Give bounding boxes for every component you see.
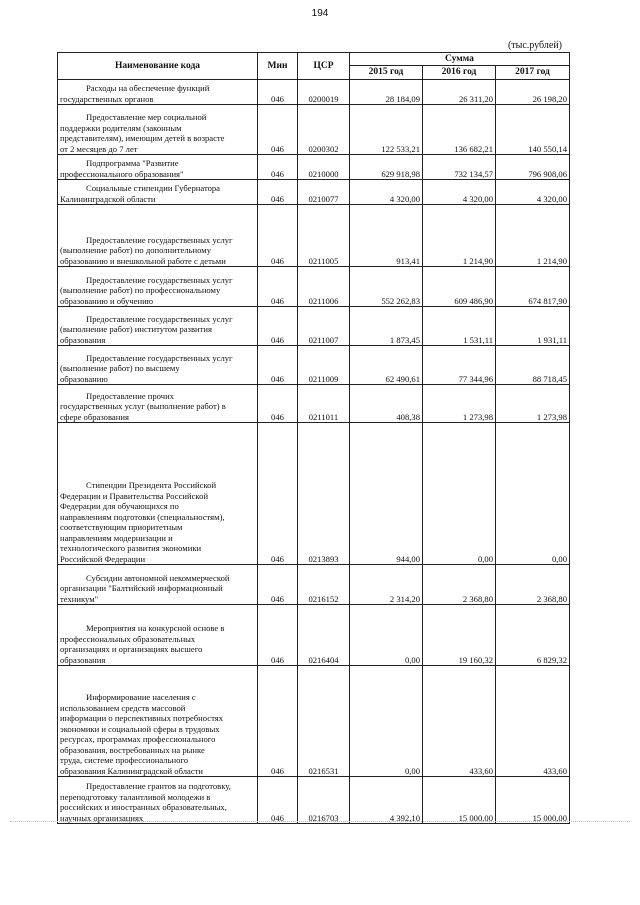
row-value-2015: 2 314,20 bbox=[350, 565, 423, 605]
row-name-text: Предоставление государственных услуг (выполнение работ) по высшему образованию bbox=[60, 352, 233, 384]
row-name bbox=[58, 565, 258, 605]
row-value-2016: 26 311,20 bbox=[423, 80, 496, 105]
row-value-2017: 1 214,90 bbox=[496, 205, 570, 267]
table-row bbox=[58, 565, 570, 605]
row-csr: 0200302 bbox=[298, 105, 350, 155]
row-min: 046 bbox=[258, 80, 298, 105]
row-value-2016: 1 214,90 bbox=[423, 205, 496, 267]
row-value-2017: 796 908,06 bbox=[496, 155, 570, 180]
row-csr: 0216152 bbox=[298, 565, 350, 605]
row-value-2017: 6 829,32 bbox=[496, 605, 570, 666]
header-year-2017: 2017 год bbox=[496, 66, 570, 80]
row-name bbox=[58, 205, 258, 267]
row-csr: 0211006 bbox=[298, 267, 350, 307]
row-min: 046 bbox=[258, 267, 298, 307]
table-row bbox=[58, 385, 570, 423]
scan-edge-line bbox=[10, 821, 630, 822]
row-value-2016: 1 531,11 bbox=[423, 307, 496, 346]
row-value-2017: 15 000,00 bbox=[496, 777, 570, 824]
header-min: Мин bbox=[258, 53, 298, 80]
row-min: 046 bbox=[258, 777, 298, 824]
row-name bbox=[58, 80, 258, 105]
row-min: 046 bbox=[258, 205, 298, 267]
row-name bbox=[58, 605, 258, 666]
table-row bbox=[58, 666, 570, 777]
row-value-2017: 140 550,14 bbox=[496, 105, 570, 155]
row-name bbox=[58, 777, 258, 824]
row-value-2015: 552 262,83 bbox=[350, 267, 423, 307]
row-value-2016: 609 486,90 bbox=[423, 267, 496, 307]
row-name-text: Субсидии автономной некоммерческой организации "Балтийский информационный техникум" bbox=[60, 572, 230, 604]
row-name-text: Мероприятия на конкурсной основе в профессиональных образовательных организациях и организациях высшего образования bbox=[60, 623, 225, 665]
row-value-2016: 0,00 bbox=[423, 423, 496, 565]
row-name bbox=[58, 385, 258, 423]
row-value-2017: 2 368,80 bbox=[496, 565, 570, 605]
row-name-text: Предоставление государственных услуг (выполнение работ) по дополнительному образованию и внешкольной работе с детьми bbox=[60, 234, 233, 266]
table-row bbox=[58, 205, 570, 267]
table-row bbox=[58, 105, 570, 155]
row-value-2015: 122 533,21 bbox=[350, 105, 423, 155]
row-value-2017: 0,00 bbox=[496, 423, 570, 565]
row-value-2015: 629 918,98 bbox=[350, 155, 423, 180]
row-name bbox=[58, 307, 258, 346]
row-min: 046 bbox=[258, 385, 298, 423]
row-value-2015: 0,00 bbox=[350, 605, 423, 666]
header-name: Наименование кода bbox=[58, 53, 258, 80]
row-name-text: Подпрограмма "Развитие профессионального образования" bbox=[60, 158, 184, 179]
row-value-2017: 674 817,90 bbox=[496, 267, 570, 307]
row-name bbox=[58, 105, 258, 155]
row-name-text: Предоставление государственных услуг (выполнение работ) по профессиональному образованию и обучению bbox=[60, 274, 233, 306]
row-min: 046 bbox=[258, 155, 298, 180]
row-value-2015: 944,00 bbox=[350, 423, 423, 565]
row-name bbox=[58, 155, 258, 180]
budget-table bbox=[57, 52, 570, 824]
row-min: 046 bbox=[258, 565, 298, 605]
row-csr: 0210077 bbox=[298, 180, 350, 205]
row-csr: 0216404 bbox=[298, 605, 350, 666]
row-name-text: Информирование населения с использованием средств массовой информации о перспективных потребностях экономики и социальной сферы в трудовых ресурсах, программах профессионального образования, востребованных на рынке труда, системе профессионального образования Калининградской области bbox=[60, 692, 223, 776]
row-csr: 0216703 bbox=[298, 777, 350, 824]
table-row bbox=[58, 423, 570, 565]
row-value-2015: 4 392,10 bbox=[350, 777, 423, 824]
row-value-2017: 88 718,45 bbox=[496, 346, 570, 385]
row-name bbox=[58, 666, 258, 777]
table-row bbox=[58, 80, 570, 105]
row-value-2016: 2 368,80 bbox=[423, 565, 496, 605]
row-csr: 0213893 bbox=[298, 423, 350, 565]
row-csr: 0216531 bbox=[298, 666, 350, 777]
row-name-text: Социальные стипендии Губернатора Калининградской области bbox=[60, 183, 220, 204]
row-min: 046 bbox=[258, 423, 298, 565]
table-row bbox=[58, 180, 570, 205]
row-min: 046 bbox=[258, 307, 298, 346]
row-value-2015: 4 320,00 bbox=[350, 180, 423, 205]
header-year-2015: 2015 год bbox=[350, 66, 423, 80]
row-value-2016: 77 344,96 bbox=[423, 346, 496, 385]
row-value-2017: 433,60 bbox=[496, 666, 570, 777]
row-name-text: Предоставление грантов на подготовку, переподготовку талантливой молодежи в российских и иностранных образовательных, научных организациях bbox=[60, 781, 231, 823]
row-value-2017: 1 931,11 bbox=[496, 307, 570, 346]
row-name-text: Предоставление прочих государственных услуг (выполнение работ) в сфере образования bbox=[60, 390, 226, 422]
row-value-2016: 732 134,57 bbox=[423, 155, 496, 180]
header-csr: ЦСР bbox=[298, 53, 350, 80]
row-value-2015: 408,38 bbox=[350, 385, 423, 423]
row-value-2015: 913,41 bbox=[350, 205, 423, 267]
table-row bbox=[58, 155, 570, 180]
row-value-2016: 1 273,98 bbox=[423, 385, 496, 423]
row-csr: 0211009 bbox=[298, 346, 350, 385]
page-number: 194 bbox=[311, 8, 329, 19]
row-name bbox=[58, 346, 258, 385]
row-value-2016: 136 682,21 bbox=[423, 105, 496, 155]
units-label: (тыс.рублей) bbox=[507, 40, 562, 51]
row-name-text: Предоставление мер социальной поддержки родителям (законным представителям), имеющим детей в возрасте от 2 месяцев до 7 лет bbox=[60, 112, 225, 154]
row-min: 046 bbox=[258, 666, 298, 777]
header-year-2016: 2016 год bbox=[423, 66, 496, 80]
row-value-2015: 1 873,45 bbox=[350, 307, 423, 346]
row-csr: 0200019 bbox=[298, 80, 350, 105]
row-value-2017: 1 273,98 bbox=[496, 385, 570, 423]
header-sum: Сумма bbox=[350, 53, 570, 66]
table-row bbox=[58, 267, 570, 307]
row-csr: 0211005 bbox=[298, 205, 350, 267]
table-row bbox=[58, 777, 570, 824]
row-min: 046 bbox=[258, 180, 298, 205]
row-name-text: Стипендии Президента Российской Федерации и Правительства Российской Федерации для обучающихся по направлениям подготовки (специальностям), соответствующим приоритетным направлениям модернизации и технологического развития экономики Российской Федерации bbox=[60, 480, 225, 564]
table-row bbox=[58, 346, 570, 385]
row-name-text: Расходы на обеспечение функций государственных органов bbox=[60, 83, 210, 104]
row-name bbox=[58, 267, 258, 307]
row-value-2015: 0,00 bbox=[350, 666, 423, 777]
row-value-2017: 26 198,20 bbox=[496, 80, 570, 105]
row-name bbox=[58, 423, 258, 565]
row-csr: 0210000 bbox=[298, 155, 350, 180]
table-row bbox=[58, 307, 570, 346]
row-value-2015: 62 490,61 bbox=[350, 346, 423, 385]
row-value-2016: 433,60 bbox=[423, 666, 496, 777]
row-value-2016: 19 160,32 bbox=[423, 605, 496, 666]
row-min: 046 bbox=[258, 105, 298, 155]
row-csr: 0211007 bbox=[298, 307, 350, 346]
row-min: 046 bbox=[258, 605, 298, 666]
table-row bbox=[58, 605, 570, 666]
row-csr: 0211011 bbox=[298, 385, 350, 423]
row-min: 046 bbox=[258, 346, 298, 385]
row-name bbox=[58, 180, 258, 205]
row-value-2015: 28 184,09 bbox=[350, 80, 423, 105]
row-value-2017: 4 320,00 bbox=[496, 180, 570, 205]
row-name-text: Предоставление государственных услуг (выполнение работ) институтом развития образования bbox=[60, 313, 233, 345]
row-value-2016: 15 000,00 bbox=[423, 777, 496, 824]
row-value-2016: 4 320,00 bbox=[423, 180, 496, 205]
